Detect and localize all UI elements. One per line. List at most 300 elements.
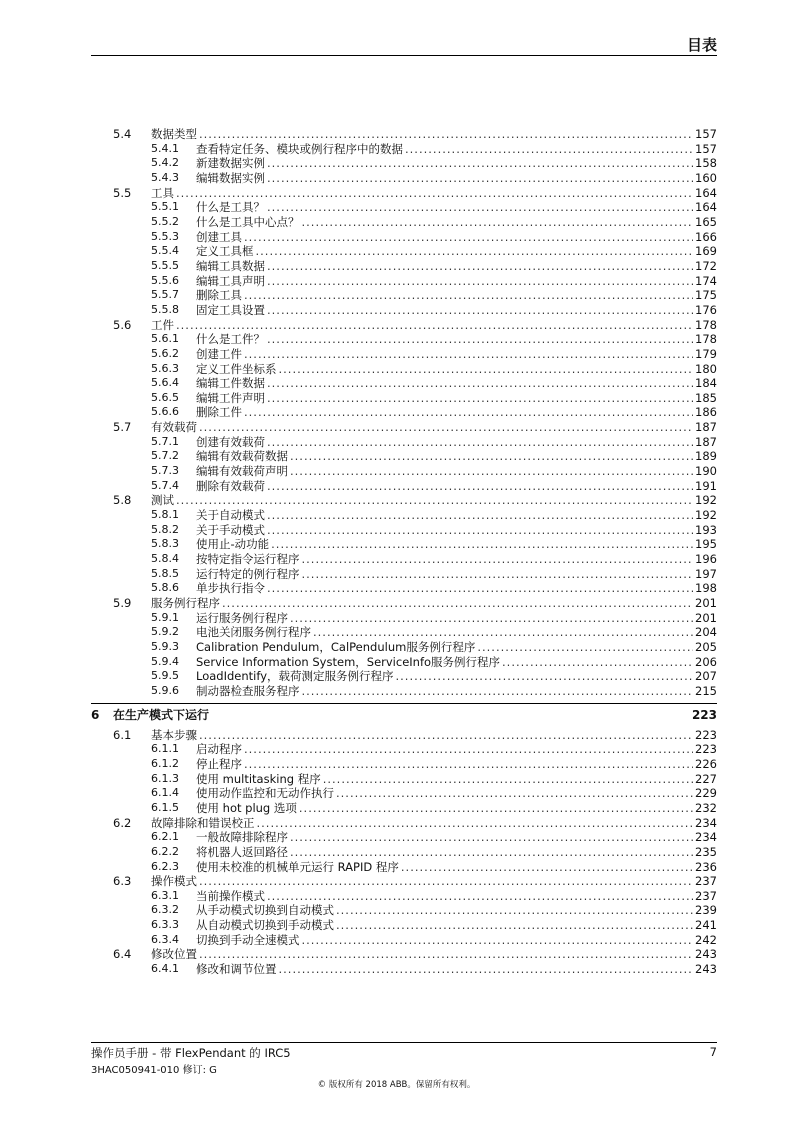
toc-entry-title: Service Information System，ServiceInfo服务例行程序	[196, 654, 501, 669]
toc-entry-number: 5.6.1	[151, 332, 179, 346]
toc-entry-title: 操作模式	[151, 874, 197, 889]
toc-entry-page: 184	[695, 376, 717, 391]
toc-entry-number: 5.7.2	[151, 449, 179, 463]
toc-leader-dots	[244, 757, 693, 772]
toc-leader-dots	[267, 332, 693, 347]
toc-entry-body	[196, 464, 717, 479]
toc-entry-page: 205	[695, 639, 717, 654]
toc-entry[interactable]	[91, 200, 717, 215]
toc-entry-number: 5.4.2	[151, 156, 179, 170]
toc-entry[interactable]	[91, 464, 717, 479]
toc-entry[interactable]	[91, 362, 717, 377]
toc-entry-title: 一般故障排除程序	[196, 830, 288, 845]
toc-entry-number: 5.5	[113, 185, 132, 200]
toc-leader-dots	[336, 918, 693, 933]
toc-entry-body	[196, 933, 717, 948]
toc-entry-body	[196, 259, 717, 274]
toc-entry-number: 5.9.4	[151, 654, 179, 668]
toc-entry-body	[196, 303, 717, 318]
toc-entry-number: 5.5.3	[151, 229, 179, 243]
toc-entry-body	[196, 772, 717, 787]
toc-entry-page: 192	[695, 508, 717, 523]
toc-leader-dots	[290, 830, 693, 845]
page-header-title: 目表	[686, 36, 717, 54]
toc-entry-title: 数据类型	[151, 127, 197, 141]
toc-entry-body	[151, 728, 717, 743]
toc-entry-title: 电池关闭服务例行程序	[196, 625, 311, 640]
toc-entry-title: 从手动模式切换到自动模式	[196, 903, 334, 918]
toc-entry[interactable]	[91, 156, 717, 171]
toc-entry[interactable]	[91, 332, 717, 347]
toc-entry[interactable]	[91, 186, 717, 201]
toc-entry-title: 启动程序	[196, 742, 242, 757]
chapter-title: 在生产模式下运行	[113, 707, 210, 722]
toc-entry-number: 6.2	[113, 815, 132, 830]
toc-entry-body	[196, 523, 717, 538]
toc-leader-dots	[271, 537, 693, 552]
toc-entry-page: 165	[695, 214, 717, 229]
toc-entry-body	[151, 318, 717, 333]
toc-entry-number: 6.3.3	[151, 918, 179, 932]
toc-entry-body	[196, 625, 717, 640]
toc-leader-dots	[199, 728, 693, 743]
toc-leader-dots	[244, 288, 693, 303]
toc-entry[interactable]	[91, 391, 717, 406]
toc-entry[interactable]	[91, 596, 717, 611]
toc-entry[interactable]	[91, 889, 717, 904]
toc-entry-number: 5.9.6	[151, 683, 179, 697]
toc-entry-title: 运行特定的例行程序	[196, 566, 300, 581]
toc-entry-body	[151, 127, 717, 142]
toc-entry-number: 6.4	[113, 947, 132, 962]
toc-entry-page: 187	[695, 434, 717, 449]
toc-entry[interactable]	[91, 772, 717, 787]
toc-entry-body	[196, 611, 717, 626]
toc-entry[interactable]	[91, 669, 717, 684]
toc-entry[interactable]	[91, 757, 717, 772]
toc-entry-body	[196, 332, 717, 347]
toc-entry-title: 定义工件坐标系	[196, 361, 277, 376]
toc-entry[interactable]	[91, 845, 717, 860]
toc-entry-page: 175	[695, 288, 717, 303]
toc-chapter-6[interactable]	[91, 703, 717, 724]
toc-entry-title: 停止程序	[196, 756, 242, 771]
toc-entry-page: 236	[695, 859, 717, 874]
toc-entry-page: 176	[695, 302, 717, 317]
toc-leader-dots	[302, 552, 694, 567]
toc-entry-number: 5.6	[113, 317, 132, 332]
toc-entry[interactable]	[91, 215, 717, 230]
toc-entry-number: 5.5.1	[151, 200, 179, 214]
toc-entry-number: 5.5.2	[151, 214, 179, 228]
toc-entry-number: 6.1.5	[151, 800, 179, 814]
toc-entry-title: 编辑有效载荷数据	[196, 449, 288, 464]
toc-entry-number: 5.6.6	[151, 405, 179, 419]
toc-entry-title: 修改位置	[151, 947, 197, 962]
toc-entry-page: 192	[695, 493, 717, 508]
toc-entry[interactable]	[91, 244, 717, 259]
toc-entry[interactable]	[91, 449, 717, 464]
toc-entry[interactable]	[91, 640, 717, 655]
toc-entry-number: 5.7.4	[151, 478, 179, 492]
toc-entry[interactable]	[91, 816, 717, 831]
toc-entry[interactable]	[91, 318, 717, 333]
toc-entry[interactable]	[91, 655, 717, 670]
toc-entry[interactable]	[91, 376, 717, 391]
toc-entry[interactable]	[91, 288, 717, 303]
toc-entry[interactable]	[91, 493, 717, 508]
toc-leader-dots	[405, 142, 693, 157]
toc-entry-body	[196, 274, 717, 289]
toc-entry[interactable]	[91, 523, 717, 538]
toc-entry-page: 227	[695, 771, 717, 786]
toc-entry[interactable]	[91, 625, 717, 640]
toc-entry-title: 删除工件	[196, 405, 242, 420]
toc-entry[interactable]	[91, 259, 717, 274]
toc-entry-body	[196, 435, 717, 450]
toc-entry-number: 5.5.8	[151, 302, 179, 316]
toc-entry-number: 6.1.1	[151, 742, 179, 756]
toc-entry[interactable]	[91, 581, 717, 596]
toc-entry[interactable]	[91, 860, 717, 875]
toc-entry-number: 6.1.4	[151, 786, 179, 800]
toc-entry-page: 157	[695, 141, 717, 156]
toc-leader-dots	[267, 156, 693, 171]
toc-entry-number: 5.7.3	[151, 464, 179, 478]
toc-leader-dots	[267, 581, 693, 596]
toc-entry-title: 编辑有效载荷声明	[196, 464, 288, 479]
toc-entry[interactable]	[91, 918, 717, 933]
chapter-number: 6	[91, 707, 100, 722]
toc-entry-title: 单步执行指令	[196, 581, 265, 596]
toc-leader-dots	[256, 244, 694, 259]
toc-entry[interactable]	[91, 903, 717, 918]
toc-entry-number: 6.3	[113, 874, 132, 889]
toc-entry-page: 243	[695, 962, 717, 977]
toc-entry[interactable]	[91, 933, 717, 948]
toc-entry-title: 测试	[151, 493, 174, 508]
toc-entry-title: 什么是工具？	[196, 200, 265, 215]
toc-leader-dots	[290, 611, 693, 626]
toc-entry-page: 157	[695, 127, 717, 141]
toc-entry-body	[196, 830, 717, 845]
toc-entry-body	[196, 376, 717, 391]
header-rule	[91, 55, 717, 56]
toc-leader-dots	[302, 933, 694, 948]
toc-leader-dots	[396, 669, 694, 684]
toc-entry-page: 232	[695, 800, 717, 815]
toc-entry-body	[196, 405, 717, 420]
toc-entry-number: 5.5.7	[151, 288, 179, 302]
toc-entry-title: 关于手动模式	[196, 522, 265, 537]
toc-entry-page: 187	[695, 420, 717, 435]
toc-entry-body	[196, 244, 717, 259]
toc-entry-body	[196, 581, 717, 596]
toc-leader-dots	[267, 171, 693, 186]
toc-leader-dots	[244, 347, 693, 362]
toc-entry-number: 5.7	[113, 420, 132, 435]
toc-entry-body	[196, 757, 717, 772]
toc-entry-title: 基本步骤	[151, 727, 197, 742]
toc-entry-page: 235	[695, 844, 717, 859]
toc-entry[interactable]	[91, 874, 717, 889]
toc-entry-number: 5.6.4	[151, 376, 179, 390]
toc-entry-page: 206	[695, 654, 717, 669]
toc-entry-body	[196, 200, 717, 215]
toc-entry-title: 使用动作监控和无动作执行	[196, 786, 334, 801]
toc-entry-title: 什么是工具中心点？	[196, 214, 300, 229]
toc-entry-page: 226	[695, 756, 717, 771]
toc-entry[interactable]	[91, 962, 717, 977]
toc-leader-dots	[176, 186, 693, 201]
toc-section-6	[91, 728, 717, 977]
toc-entry[interactable]	[91, 142, 717, 157]
toc-entry-page: 189	[695, 449, 717, 464]
toc-entry-number: 5.7.1	[151, 434, 179, 448]
toc-leader-dots	[244, 742, 693, 757]
toc-entry-body	[196, 801, 717, 816]
toc-entry-title: 删除工具	[196, 288, 242, 303]
toc-entry-body	[196, 860, 717, 875]
toc-entry-page: 190	[695, 464, 717, 479]
toc-leader-dots	[222, 596, 693, 611]
toc-entry-title: LoadIdentify，载荷测定服务例行程序	[196, 669, 394, 684]
toc-entry-page: 172	[695, 258, 717, 273]
footer-copyright: © 版权所有 2018 ABB。保留所有权利。	[317, 1080, 476, 1090]
toc-entry-page: 201	[695, 596, 717, 610]
toc-entry-title: 创建工件	[196, 346, 242, 361]
toc-entry-body	[196, 742, 717, 757]
footer-page-number: 7	[709, 1045, 717, 1059]
toc-entry-title: 创建工具	[196, 229, 242, 244]
toc-entry-body	[151, 186, 717, 201]
toc-entry-body	[196, 962, 717, 977]
toc-entry-body	[196, 903, 717, 918]
toc-entry-body	[196, 215, 717, 230]
toc-leader-dots	[199, 127, 693, 142]
toc-entry[interactable]	[91, 347, 717, 362]
toc-entry-title: 有效载荷	[151, 420, 197, 435]
toc-entry-number: 5.8.3	[151, 537, 179, 551]
toc-entry[interactable]	[91, 508, 717, 523]
toc-entry-title: 定义工具框	[196, 244, 254, 259]
toc-entry-number: 6.3.2	[151, 903, 179, 917]
toc-entry-number: 5.9.1	[151, 610, 179, 624]
toc-entry-page: 197	[695, 566, 717, 581]
toc-entry-number: 5.9.5	[151, 669, 179, 683]
toc-entry-number: 5.5.6	[151, 273, 179, 287]
toc-entry-page: 237	[695, 888, 717, 903]
toc-entry-body	[196, 889, 717, 904]
toc-entry-title: 编辑工具数据	[196, 258, 265, 273]
toc-entry-number: 5.6.3	[151, 361, 179, 375]
toc-entry-number: 5.9.3	[151, 639, 179, 653]
toc-entry-body	[196, 391, 717, 406]
toc-leader-dots	[267, 376, 693, 391]
toc-entry-number: 5.4.1	[151, 141, 179, 155]
toc-entry[interactable]	[91, 303, 717, 318]
toc-entry-body	[151, 493, 717, 508]
toc-entry-number: 6.2.3	[151, 859, 179, 873]
toc-entry-title: 使用 hot plug 选项	[196, 800, 297, 815]
toc-leader-dots	[290, 845, 693, 860]
toc-entry-page: 242	[695, 932, 717, 947]
toc-leader-dots	[302, 684, 694, 699]
toc-leader-dots	[302, 567, 694, 582]
toc-entry[interactable]	[91, 230, 717, 245]
toc-entry-title: 新建数据实例	[196, 156, 265, 171]
toc-leader-dots	[199, 420, 693, 435]
toc-entry-page: 223	[695, 742, 717, 757]
toc-entry-body	[196, 362, 717, 377]
toc-entry-number: 5.4	[113, 127, 132, 141]
toc-entry-number: 5.8.5	[151, 566, 179, 580]
toc-entry-page: 223	[695, 727, 717, 742]
toc-entry-page: 215	[695, 683, 717, 698]
toc-leader-dots	[313, 625, 693, 640]
toc-entry[interactable]	[91, 127, 717, 142]
toc-entry-title: 故障排除和错误校正	[151, 815, 255, 830]
toc-entry-body	[196, 918, 717, 933]
toc-entry[interactable]	[91, 420, 717, 435]
toc-leader-dots	[267, 889, 693, 904]
toc-entry-body	[196, 449, 717, 464]
toc-entry-body	[196, 640, 717, 655]
toc-entry[interactable]	[91, 611, 717, 626]
toc-entry-page: 237	[695, 874, 717, 889]
toc-entry[interactable]	[91, 786, 717, 801]
toc-entry-title: 工件	[151, 317, 174, 332]
toc-entry-page: 239	[695, 903, 717, 918]
toc-entry[interactable]	[91, 479, 717, 494]
toc-entry[interactable]	[91, 435, 717, 450]
toc-entry-title: 使用未校准的机械单元运行 RAPID 程序	[196, 859, 399, 874]
toc-entry-title: 创建有效载荷	[196, 434, 265, 449]
toc-leader-dots	[290, 464, 693, 479]
toc-entry-number: 5.8.2	[151, 522, 179, 536]
toc-entry-page: 229	[695, 786, 717, 801]
toc-entry-body	[151, 947, 717, 962]
toc-entry-page: 185	[695, 390, 717, 405]
toc-leader-dots	[401, 860, 693, 875]
toc-entry-number: 5.5.4	[151, 244, 179, 258]
toc-entry-page: 196	[695, 552, 717, 567]
toc-entry-page: 198	[695, 581, 717, 596]
toc-entry-body	[196, 142, 717, 157]
toc-entry-body	[196, 845, 717, 860]
toc-entry-body	[151, 596, 717, 611]
toc-entry-body	[196, 669, 717, 684]
footer-manual-title: 操作员手册 - 带 FlexPendant 的 IRC5	[91, 1046, 291, 1060]
toc-leader-dots	[336, 903, 693, 918]
footer-rule	[91, 1042, 717, 1043]
toc-entry-page: 158	[695, 156, 717, 171]
toc-entry-number: 6.2.1	[151, 830, 179, 844]
toc-entry-title: 查看特定任务、模块或例行程序中的数据	[196, 141, 403, 156]
toc-entry-title: 编辑工具声明	[196, 273, 265, 288]
toc-entry-title: 编辑数据实例	[196, 170, 265, 185]
toc-leader-dots	[336, 786, 693, 801]
toc-entry-body	[196, 479, 717, 494]
toc-entry[interactable]	[91, 567, 717, 582]
toc-leader-dots	[302, 215, 694, 230]
toc-entry-page: 180	[695, 361, 717, 376]
toc-leader-dots	[267, 435, 693, 450]
toc-leader-dots	[502, 655, 693, 670]
toc-entry[interactable]	[91, 274, 717, 289]
toc-entry-page: 179	[695, 346, 717, 361]
toc-entry-number: 5.4.3	[151, 170, 179, 184]
toc-entry-body	[196, 567, 717, 582]
toc-entry[interactable]	[91, 742, 717, 757]
toc-entry-title: 编辑工件数据	[196, 376, 265, 391]
toc-section-5	[91, 127, 717, 699]
toc-entry-body	[151, 874, 717, 889]
toc-entry-body	[196, 655, 717, 670]
toc-entry-body	[151, 420, 717, 435]
toc-entry[interactable]	[91, 801, 717, 816]
toc-leader-dots	[176, 493, 693, 508]
toc-entry-body	[196, 508, 717, 523]
toc-entry[interactable]	[91, 537, 717, 552]
toc-entry-title: 制动器检查服务程序	[196, 683, 300, 698]
toc-entry-body	[196, 156, 717, 171]
toc-entry-page: 195	[695, 537, 717, 552]
toc-entry-title: 按特定指令运行程序	[196, 552, 300, 567]
toc-entry-title: 当前操作模式	[196, 888, 265, 903]
toc-entry-number: 5.6.5	[151, 390, 179, 404]
toc-entry-title: 服务例行程序	[151, 596, 220, 610]
toc-entry[interactable]	[91, 171, 717, 186]
toc-entry-title: 运行服务例行程序	[196, 610, 288, 625]
toc-entry-title: 将机器人返回路径	[196, 844, 288, 859]
toc-entry-number: 5.5.5	[151, 258, 179, 272]
toc-entry-body	[196, 288, 717, 303]
toc-leader-dots	[267, 274, 693, 289]
toc-entry[interactable]	[91, 947, 717, 962]
toc-entry-number: 5.9	[113, 596, 132, 610]
toc-leader-dots	[279, 962, 694, 977]
toc-entry-body	[196, 537, 717, 552]
toc-entry-body	[196, 684, 717, 699]
toc-entry-page: 207	[695, 669, 717, 684]
toc-entry-title: 切换到手动全速模式	[196, 932, 300, 947]
toc-leader-dots	[267, 303, 693, 318]
toc-entry[interactable]	[91, 684, 717, 699]
toc-entry-number: 5.9.2	[151, 625, 179, 639]
toc-entry-title: 什么是工件？	[196, 332, 265, 347]
toc-entry-page: 201	[695, 610, 717, 625]
toc-entry-number: 6.4.1	[151, 962, 179, 976]
toc-entry[interactable]	[91, 728, 717, 743]
toc-leader-dots	[267, 391, 693, 406]
toc-entry[interactable]	[91, 552, 717, 567]
toc-entry-page: 191	[695, 478, 717, 493]
toc-entry-body	[196, 786, 717, 801]
toc-leader-dots	[267, 508, 693, 523]
toc-entry[interactable]	[91, 830, 717, 845]
toc-entry-page: 186	[695, 405, 717, 420]
toc-entry-number: 5.8.6	[151, 581, 179, 595]
toc-entry-number: 6.3.1	[151, 888, 179, 902]
toc-entry-title: 关于自动模式	[196, 508, 265, 523]
toc-entry[interactable]	[91, 405, 717, 420]
toc-entry-page: 174	[695, 273, 717, 288]
toc-leader-dots	[477, 640, 693, 655]
toc-entry-page: 204	[695, 625, 717, 640]
toc-entry-page: 166	[695, 229, 717, 244]
toc-entry-title: 从自动模式切换到手动模式	[196, 918, 334, 933]
